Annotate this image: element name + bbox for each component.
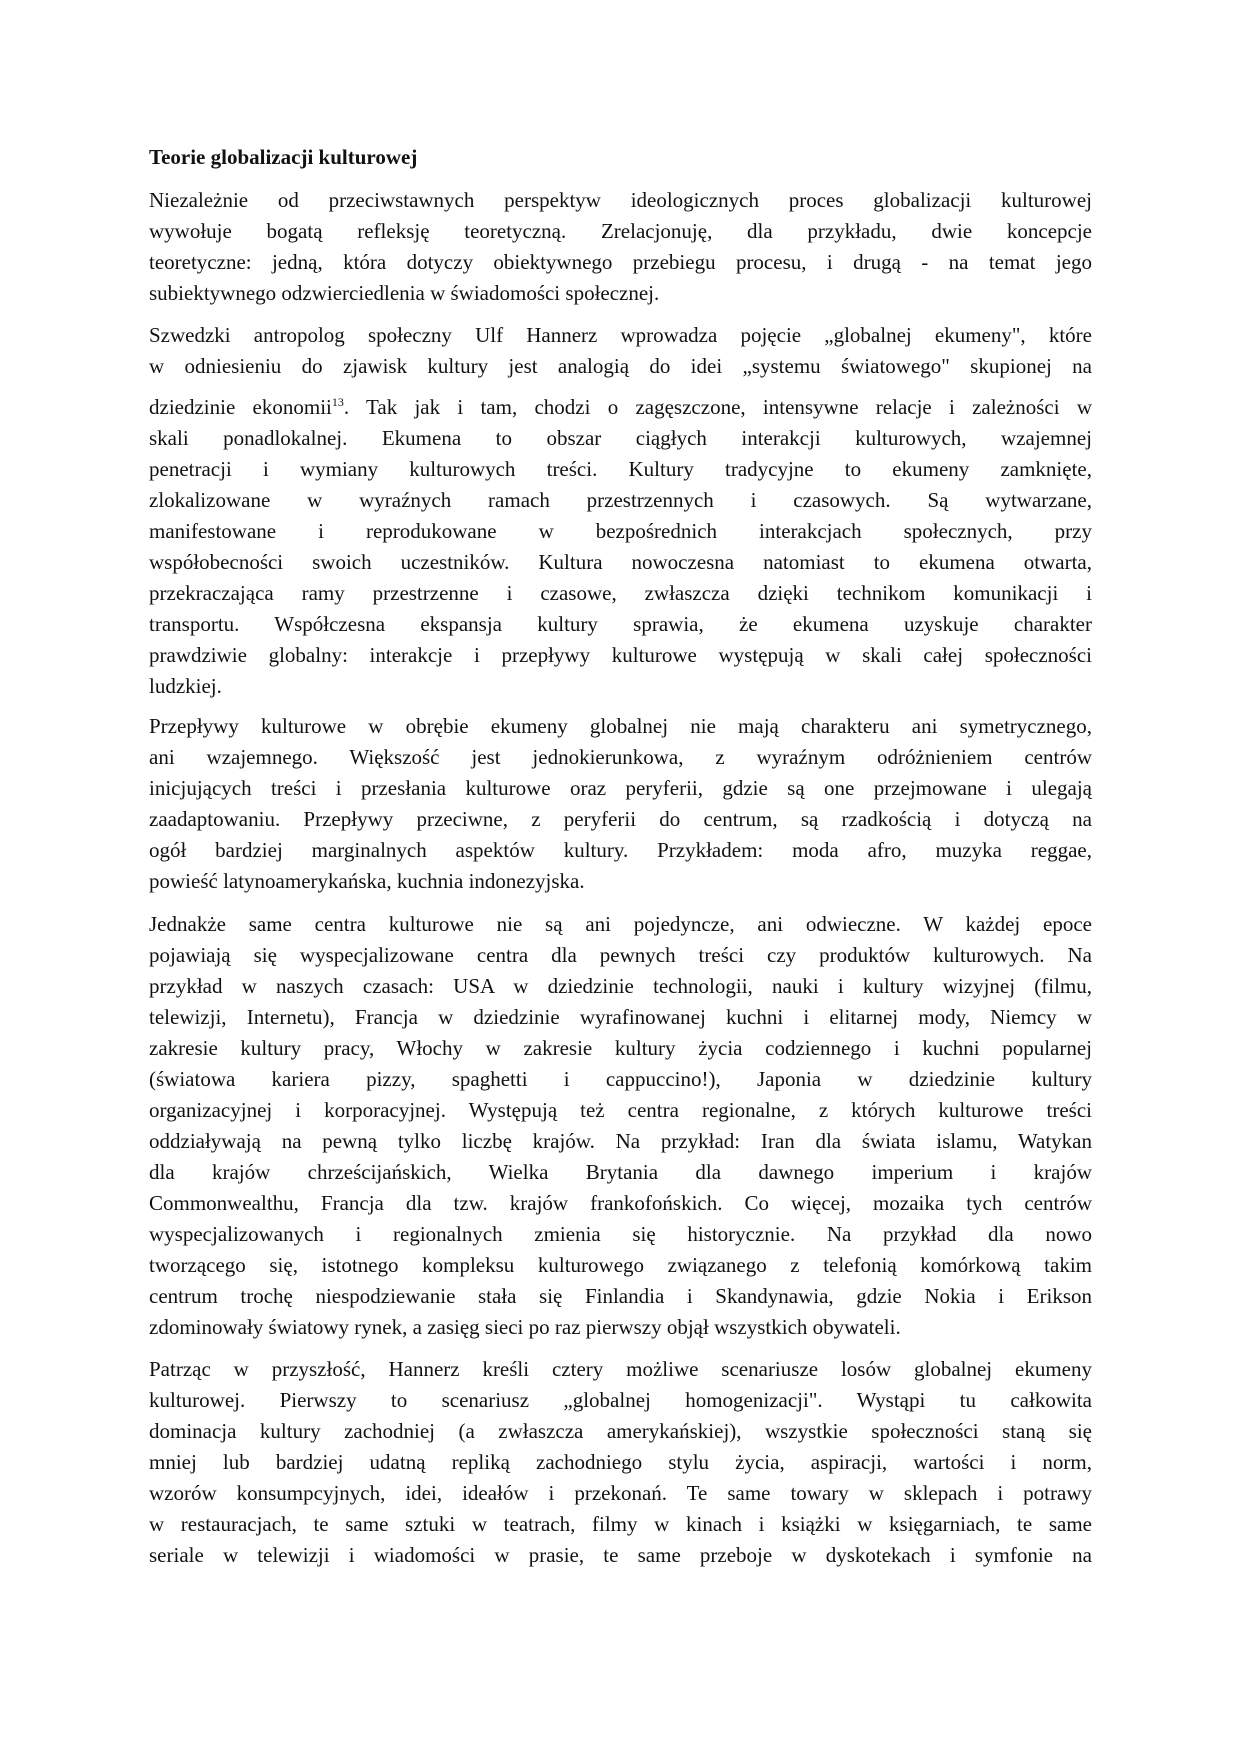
text-line: seriale w telewizji i wiadomości w prasie, te same przeboje w dyskotekach i symfonie na	[149, 1543, 1092, 1567]
text-line: teoretyczne: jedną, która dotyczy obiektywnego przebiegu procesu, i drugą - na temat jego	[149, 250, 1092, 274]
text-line: przykład w naszych czasach: USA w dziedzinie technologii, nauki i kultury wizyjnej (filmu,	[149, 974, 1092, 998]
text-fragment: . Tak jak i tam, chodzi o zagęszczone, intensywne relacje i zależności w	[343, 395, 1092, 419]
text-line: współobecności swoich uczestników. Kultura nowoczesna natomiast to ekumena otwarta,	[149, 550, 1092, 574]
text-line: organizacyjnej i korporacyjnej. Występują też centra regionalne, z których kulturowe treści	[149, 1098, 1092, 1122]
text-line: tworzącego się, istotnego kompleksu kulturowego związanego z telefonią komórkową takim	[149, 1253, 1092, 1277]
text-line: Jednakże same centra kulturowe nie są ani pojedyncze, ani odwieczne. W każdej epoce	[149, 912, 1092, 936]
paragraph-5	[149, 1354, 1092, 1571]
text-line: wzorów konsumpcyjnych, idei, ideałów i przekonań. Te same towary w sklepach i potrawy	[149, 1481, 1092, 1505]
text-line: ogół bardziej marginalnych aspektów kultury. Przykładem: moda afro, muzyka reggae,	[149, 838, 1092, 862]
text-line: prawdziwie globalny: interakcje i przepływy kulturowe występują w skali całej społeczności	[149, 643, 1092, 667]
paragraph-1	[149, 185, 1092, 309]
text-line-with-footnote	[149, 392, 1092, 423]
text-fragment: dziedzinie ekonomii	[149, 395, 332, 419]
text-line: wyspecjalizowanych i regionalnych zmienia się historycznie. Na przykład dla nowo	[149, 1222, 1092, 1246]
text-line: wywołuje bogatą refleksję teoretyczną. Zrelacjonuję, dla przykładu, dwie koncepcje	[149, 219, 1092, 243]
text-line: pojawiają się wyspecjalizowane centra dla pewnych treści czy produktów kulturowych. Na	[149, 943, 1092, 967]
footnote-reference[interactable]: 13	[331, 395, 344, 409]
text-line: ani wzajemnego. Większość jest jednokierunkowa, z wyraźnym odróżnieniem centrów	[149, 745, 1092, 769]
text-line: Patrząc w przyszłość, Hannerz kreśli cztery możliwe scenariusze losów globalnej ekumeny	[149, 1357, 1092, 1381]
text-line: dominacja kultury zachodniej (a zwłaszcza amerykańskiej), wszystkie społeczności staną się	[149, 1419, 1092, 1443]
text-line: subiektywnego odzwierciedlenia w świadomości społecznej.	[149, 281, 660, 305]
text-line: skali ponadlokalnej. Ekumena to obszar ciągłych interakcji kulturowych, wzajemnej	[149, 426, 1092, 450]
text-line: telewizji, Internetu), Francja w dziedzinie wyrafinowanej kuchni i elitarnej mody, Niemcy w	[149, 1005, 1092, 1029]
paragraph-3	[149, 711, 1092, 897]
text-line: oddziaływają na pewną tylko liczbę krajów. Na przykład: Iran dla świata islamu, Watykan	[149, 1129, 1092, 1153]
text-line: powieść latynoamerykańska, kuchnia indonezyjska.	[149, 869, 585, 893]
text-line: (światowa kariera pizzy, spaghetti i cappuccino!), Japonia w dziedzinie kultury	[149, 1067, 1092, 1091]
document-title: Teorie globalizacji kulturowej	[149, 145, 418, 169]
text-line: Niezależnie od przeciwstawnych perspektyw ideologicznych proces globalizacji kulturowej	[149, 188, 1092, 212]
paragraph-4	[149, 909, 1092, 1343]
text-line: centrum trochę niespodziewanie stała się Finlandia i Skandynawia, gdzie Nokia i Erikson	[149, 1284, 1092, 1308]
text-line: w restauracjach, te same sztuki w teatrach, filmy w kinach i książki w księgarniach, te same	[149, 1512, 1092, 1536]
text-line: transportu. Współczesna ekspansja kultury sprawia, że ekumena uzyskuje charakter	[149, 612, 1092, 636]
text-line: w odniesieniu do zjawisk kultury jest analogią do idei „systemu światowego" skupionej na	[149, 354, 1092, 378]
text-line: manifestowane i reprodukowane w bezpośrednich interakcjach społecznych, przy	[149, 519, 1092, 543]
text-line: zlokalizowane w wyraźnych ramach przestrzennych i czasowych. Są wytwarzane,	[149, 488, 1092, 512]
text-line: Przepływy kulturowe w obrębie ekumeny globalnej nie mają charakteru ani symetrycznego,	[149, 714, 1092, 738]
paragraph-2	[149, 320, 1092, 702]
text-line: Szwedzki antropolog społeczny Ulf Hannerz wprowadza pojęcie „globalnej ekumeny", które	[149, 323, 1092, 347]
text-line: ludzkiej.	[149, 674, 222, 698]
text-line: mniej lub bardziej udatną repliką zachodniego stylu życia, aspiracji, wartości i norm,	[149, 1450, 1092, 1474]
text-line: penetracji i wymiany kulturowych treści. Kultury tradycyjne to ekumeny zamknięte,	[149, 457, 1092, 481]
text-line: kulturowej. Pierwszy to scenariusz „globalnej homogenizacji". Wystąpi tu całkowita	[149, 1388, 1092, 1412]
text-line: przekraczająca ramy przestrzenne i czasowe, zwłaszcza dzięki technikom komunikacji i	[149, 581, 1092, 605]
text-line: zdominowały światowy rynek, a zasięg sieci po raz pierwszy objął wszystkich obywateli.	[149, 1315, 901, 1339]
text-line: Commonwealthu, Francja dla tzw. krajów frankofońskich. Co więcej, mozaika tych centrów	[149, 1191, 1092, 1215]
text-line: zakresie kultury pracy, Włochy w zakresie kultury życia codziennego i kuchni popularnej	[149, 1036, 1092, 1060]
text-line: dla krajów chrześcijańskich, Wielka Brytania dla dawnego imperium i krajów	[149, 1160, 1092, 1184]
text-line: inicjujących treści i przesłania kulturowe oraz peryferii, gdzie są one przejmowane i ulegają	[149, 776, 1092, 800]
text-line: zaadaptowaniu. Przepływy przeciwne, z peryferii do centrum, są rzadkością i dotyczą na	[149, 807, 1092, 831]
